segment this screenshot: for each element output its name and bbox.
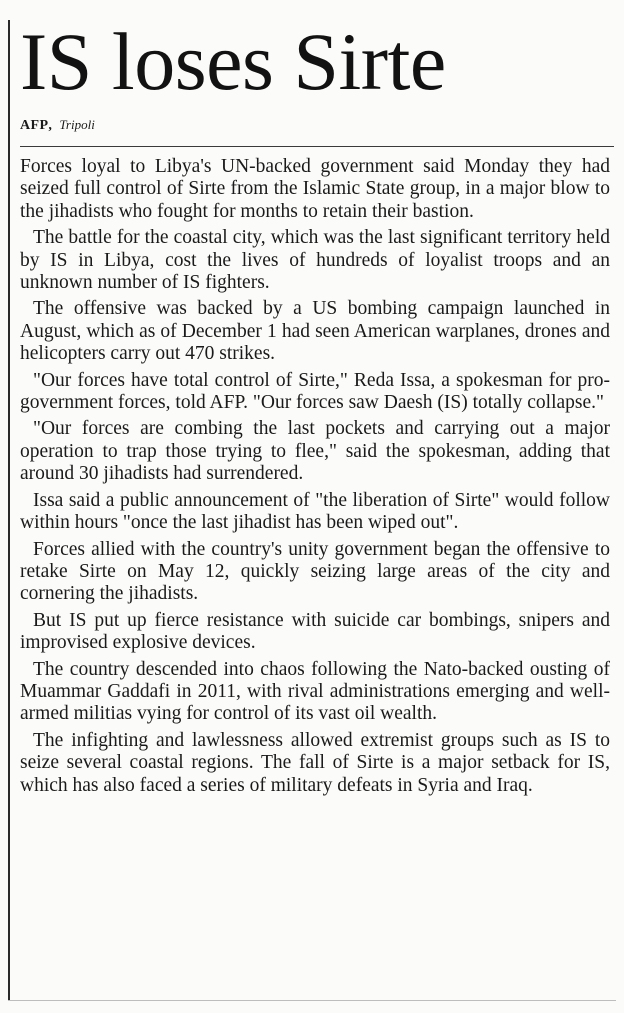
- article-paragraph: "Our forces have total control of Sirte," Reda Issa, a spokesman for pro-government forces, told AFP. "Our forces saw Daesh (IS) totally collapse.": [20, 369, 610, 414]
- byline-separator: ,: [48, 118, 52, 133]
- headline: IS loses Sirte: [20, 16, 446, 107]
- article-paragraph: The infighting and lawlessness allowed extremist groups such as IS to seize several coastal regions. The fall of Sirte is a major setback for IS, which has also faced a series of military defeats in Syria and Iraq.: [20, 729, 610, 796]
- article-paragraph: "Our forces are combing the last pockets and carrying out a major operation to trap those trying to flee," said the spokesman, adding that around 30 jihadists had surrendered.: [20, 418, 610, 485]
- article-paragraph: Forces allied with the country's unity government began the offensive to retake Sirte on May 12, quickly seizing large areas of the city and cornering the jihadists.: [20, 538, 610, 605]
- article-paragraph: Forces loyal to Libya's UN-backed government said Monday they had seized full control of Sirte from the Islamic State group, in a major blow to the jihadists who fought for months to retain their bastion.: [20, 156, 610, 222]
- article-paragraph: The offensive was backed by a US bombing campaign launched in August, which as of December 1 had seen American warplanes, drones and helicopters carry out 470 strikes.: [20, 298, 610, 365]
- byline-dateline: Tripoli: [59, 117, 95, 132]
- article-body: [20, 156, 610, 801]
- byline: [20, 116, 95, 135]
- column-rule: [8, 20, 10, 1000]
- byline-divider: [20, 146, 614, 147]
- byline-agency: AFP: [20, 118, 49, 133]
- article-paragraph: The country descended into chaos following the Nato-backed ousting of Muammar Gaddafi in 2011, with rival administrations emerging and well-armed militias vying for control of its vast oil wealth.: [20, 658, 610, 725]
- bottom-divider: [8, 1000, 616, 1001]
- article-paragraph: The battle for the coastal city, which was the last significant territory held by IS in Libya, cost the lives of hundreds of loyalist troops and an unknown number of IS fighters.: [20, 227, 610, 294]
- article-paragraph: Issa said a public announcement of "the liberation of Sirte" would follow within hours "once the last jihadist has been wiped out".: [20, 489, 610, 534]
- article-paragraph: But IS put up fierce resistance with suicide car bombings, snipers and improvised explosive devices.: [20, 609, 610, 654]
